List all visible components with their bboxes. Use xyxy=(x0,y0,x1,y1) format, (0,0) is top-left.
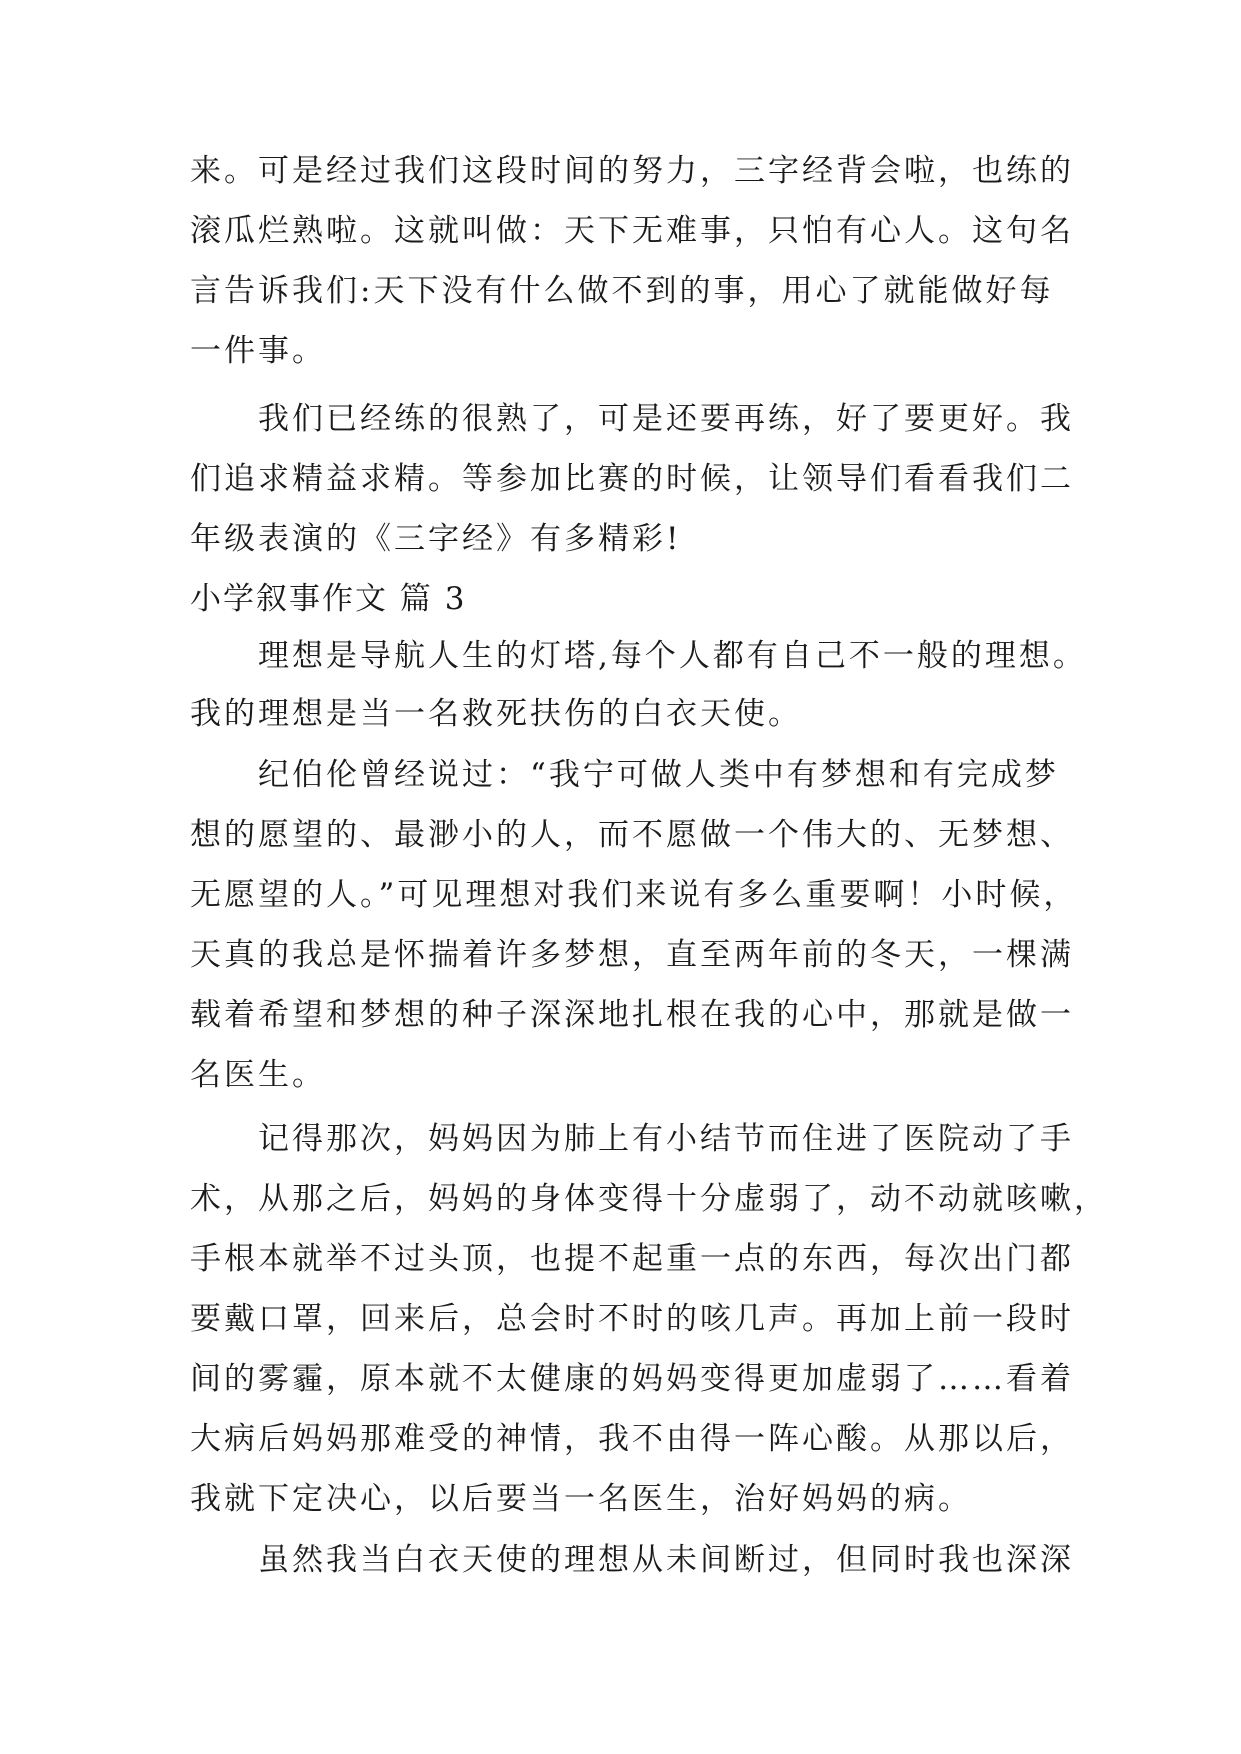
section-heading: 小学叙事作文 篇 3 xyxy=(190,581,467,617)
paragraph-line: 们追求精益求精。等参加比赛的时候，让领导们看看我们二 xyxy=(190,461,1074,497)
paragraph-line: 理想是导航人生的灯塔,每个人都有自己不一般的理想。 xyxy=(258,638,1087,674)
paragraph-line: 滚瓜烂熟啦。这就叫做：天下无难事，只怕有心人。这句名 xyxy=(190,213,1074,249)
paragraph-line: 手根本就举不过头顶，也提不起重一点的东西，每次出门都 xyxy=(190,1241,1074,1277)
paragraph-line: 我们已经练的很熟了，可是还要再练，好了要更好。我 xyxy=(258,401,1074,437)
paragraph-line: 想的愿望的、最渺小的人，而不愿做一个伟大的、无梦想、 xyxy=(190,817,1074,853)
paragraph-line: 虽然我当白衣天使的理想从未间断过，但同时我也深深 xyxy=(258,1542,1074,1578)
paragraph-line: 来。可是经过我们这段时间的努力，三字经背会啦，也练的 xyxy=(190,153,1074,189)
paragraph-line: 年级表演的《三字经》有多精彩! xyxy=(190,521,682,557)
paragraph-line: 要戴口罩，回来后，总会时不时的咳几声。再加上前一段时 xyxy=(190,1301,1074,1337)
paragraph-line: 纪伯伦曾经说过：“我宁可做人类中有梦想和有完成梦 xyxy=(258,757,1059,793)
paragraph-line: 载着希望和梦想的种子深深地扎根在我的心中，那就是做一 xyxy=(190,997,1074,1033)
paragraph-line: 名医生。 xyxy=(190,1057,326,1093)
paragraph-line: 一件事。 xyxy=(190,333,326,369)
paragraph-line: 大病后妈妈那难受的神情，我不由得一阵心酸。从那以后， xyxy=(190,1421,1074,1457)
paragraph-line: 记得那次，妈妈因为肺上有小结节而住进了医院动了手 xyxy=(258,1121,1074,1157)
paragraph-line: 我的理想是当一名救死扶伤的白衣天使。 xyxy=(190,696,802,732)
paragraph-line: 我就下定决心，以后要当一名医生，治好妈妈的病。 xyxy=(190,1481,972,1517)
paragraph-line: 言告诉我们:天下没有什么做不到的事，用心了就能做好每 xyxy=(190,273,1054,309)
paragraph-line: 间的雾霾，原本就不太健康的妈妈变得更加虚弱了……看着 xyxy=(190,1361,1074,1397)
paragraph-line: 术，从那之后，妈妈的身体变得十分虚弱了，动不动就咳嗽， xyxy=(190,1181,1108,1217)
paragraph-line: 天真的我总是怀揣着许多梦想，直至两年前的冬天，一棵满 xyxy=(190,937,1074,973)
paragraph-line: 无愿望的人。”可见理想对我们来说有多么重要啊！小时候， xyxy=(190,877,1078,913)
